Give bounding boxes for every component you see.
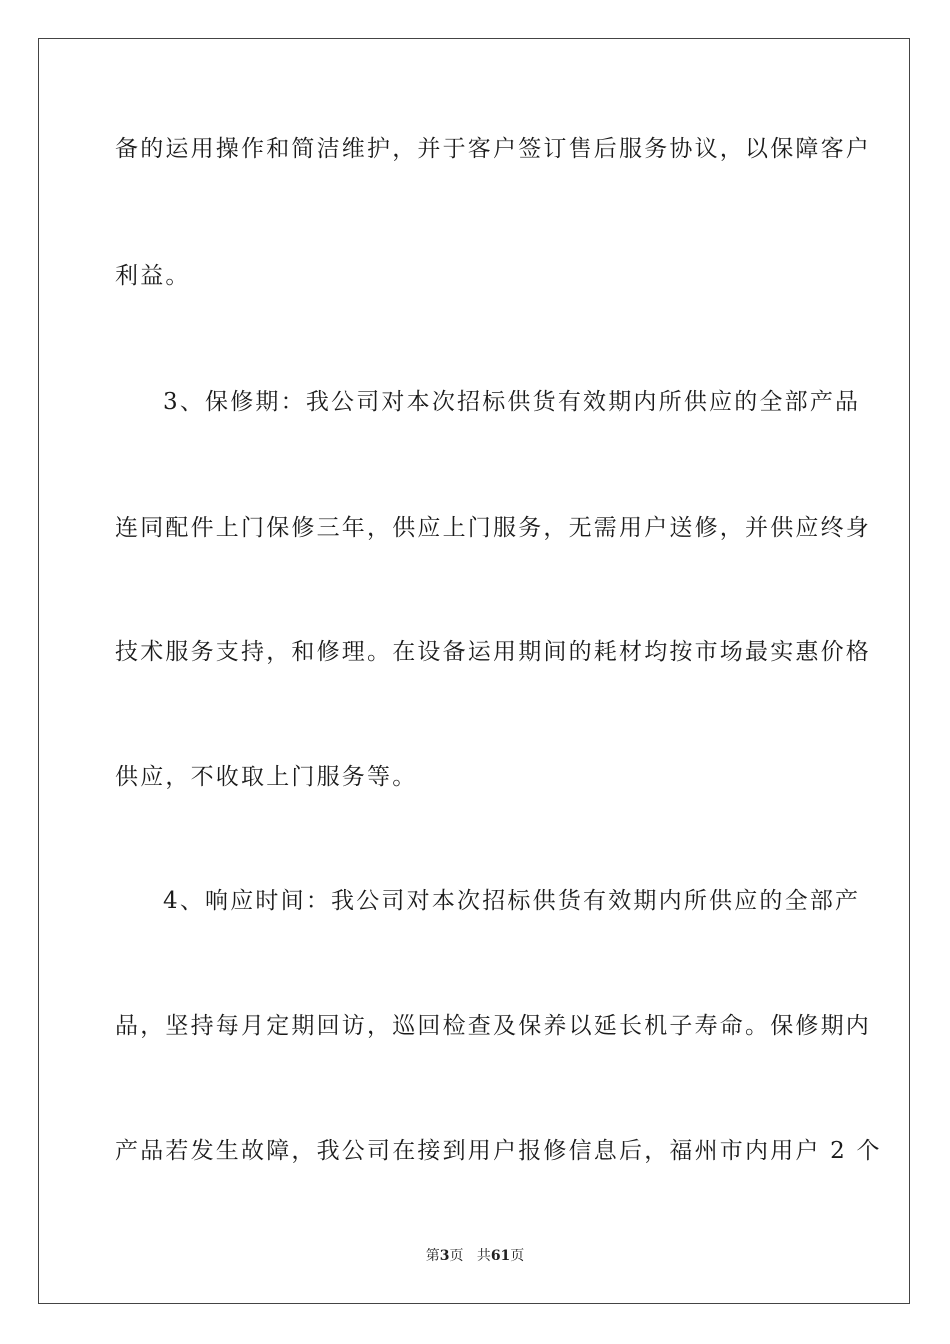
page-prefix: 第	[425, 1248, 440, 1264]
page-current-number: 3	[439, 1248, 450, 1264]
body-line-3-paragraph-3-start: 3、保修期：我公司对本次招标供货有效期内所供应的全部产品	[163, 389, 861, 415]
total-prefix: 共	[476, 1248, 491, 1264]
body-line-4: 连同配件上门保修三年，供应上门服务，无需用户送修，并供应终身	[115, 515, 871, 541]
page-footer	[0, 1247, 950, 1265]
total-suffix: 页	[510, 1248, 525, 1264]
page-border	[38, 38, 910, 1304]
page-suffix: 页	[449, 1248, 464, 1264]
body-line-6: 供应，不收取上门服务等。	[115, 764, 418, 790]
body-line-8: 品，坚持每月定期回访，巡回检查及保养以延长机子寿命。保修期内	[115, 1013, 871, 1039]
body-line-2: 利益。	[115, 263, 191, 289]
body-line-1: 备的运用操作和简洁维护，并于客户签订售后服务协议，以保障客户	[115, 136, 871, 162]
page-total-number: 61	[490, 1248, 511, 1264]
body-line-9: 产品若发生故障，我公司在接到用户报修信息后，福州市内用户 2 个	[115, 1138, 882, 1164]
body-line-5: 技术服务支持，和修理。在设备运用期间的耗材均按市场最实惠价格	[115, 639, 871, 665]
body-line-7-paragraph-4-start: 4、响应时间：我公司对本次招标供货有效期内所供应的全部产	[163, 888, 861, 914]
